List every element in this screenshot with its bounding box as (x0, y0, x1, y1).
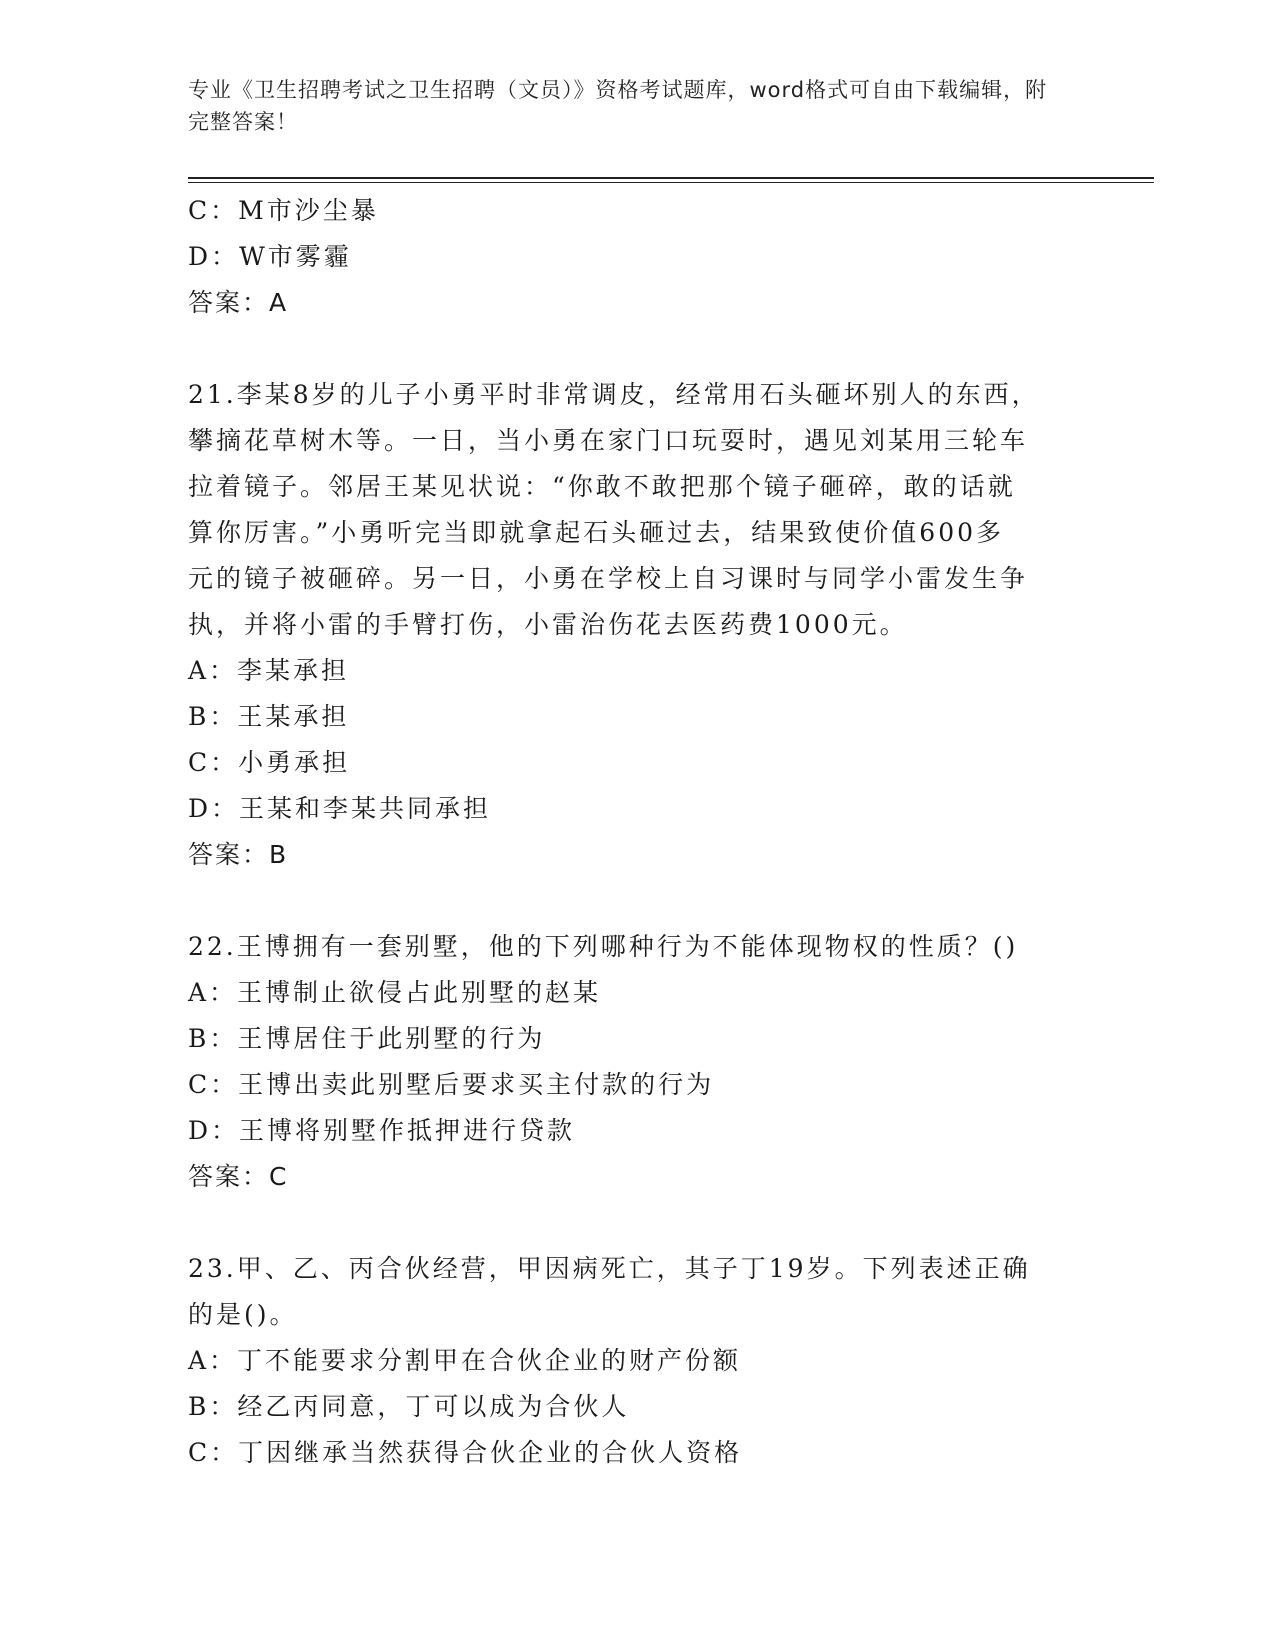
question-23-option-a: A：丁不能要求分割甲在合伙企业的财产份额 (188, 1346, 742, 1375)
prev-option-d (188, 234, 1068, 280)
option-text: W市雾霾 (239, 242, 352, 271)
question-21-line: 21.李某8岁的儿子小勇平时非常调皮，经常用石头砸坏别人的东西， (188, 380, 1040, 409)
question-21-option-b: B：王某承担 (188, 702, 350, 731)
question-22-option-d: D：王博将别墅作抵押进行贷款 (188, 1116, 576, 1145)
document-header-note: 专业《卫生招聘考试之卫生招聘（文员）》资格考试题库，word格式可自由下载编辑，附完整答案！ (188, 78, 1048, 134)
question-21-line: 算你厉害。”小勇听完当即就拿起石头砸过去，结果致使价值600多 (188, 518, 1005, 547)
question-22-line: 22.王博拥有一套别墅，他的下列哪种行为不能体现物权的性质？() (188, 932, 1019, 961)
question-21 (188, 372, 1068, 878)
prev-answer: 答案：A (188, 288, 289, 317)
question-21-answer: 答案：B (188, 840, 289, 869)
question-21-option-a: A：李某承担 (188, 656, 350, 685)
question-23-option-b: B：经乙丙同意，丁可以成为合伙人 (188, 1392, 630, 1421)
question-21-line: 元的镜子被砸碎。另一日，小勇在学校上自习课时与同学小雷发生争 (188, 564, 1029, 593)
question-21-line: 拉着镜子。邻居王某见状说：“你敢不敢把那个镜子砸碎，敢的话就 (188, 472, 1016, 501)
question-21-line: 执，并将小雷的手臂打伤，小雷治伤花去医药费1000元。 (188, 610, 908, 639)
question-22-option-a: A：王博制止欲侵占此别墅的赵某 (188, 978, 602, 1007)
prev-option-c (188, 188, 1068, 234)
question-21-option-c: C：小勇承担 (188, 748, 351, 777)
question-22-option-b: B：王博居住于此别墅的行为 (188, 1024, 546, 1053)
option-text: M市沙尘暴 (238, 196, 379, 225)
question-22 (188, 924, 1068, 1200)
question-23 (188, 1246, 1068, 1476)
question-23-option-c: C：丁因继承当然获得合伙企业的合伙人资格 (188, 1438, 743, 1467)
option-label: C (188, 196, 211, 225)
question-22-option-c: C：王博出卖此别墅后要求买主付款的行为 (188, 1070, 715, 1099)
option-separator: ： (211, 242, 240, 271)
option-separator: ： (210, 196, 239, 225)
question-21-line: 攀摘花草树木等。一日，当小勇在家门口玩耍时，遇见刘某用三轮车 (188, 426, 1029, 455)
question-23-line: 的是()。 (188, 1300, 298, 1329)
question-23-line: 23.甲、乙、丙合伙经营，甲因病死亡，其子丁19岁。下列表述正确 (188, 1254, 1031, 1283)
header-divider-thin (188, 182, 1154, 183)
question-content (188, 188, 1068, 1476)
header-divider-thick (188, 177, 1154, 179)
question-21-option-d: D：王某和李某共同承担 (188, 794, 492, 823)
question-22-answer: 答案：C (188, 1162, 289, 1191)
option-label: D (188, 242, 212, 271)
